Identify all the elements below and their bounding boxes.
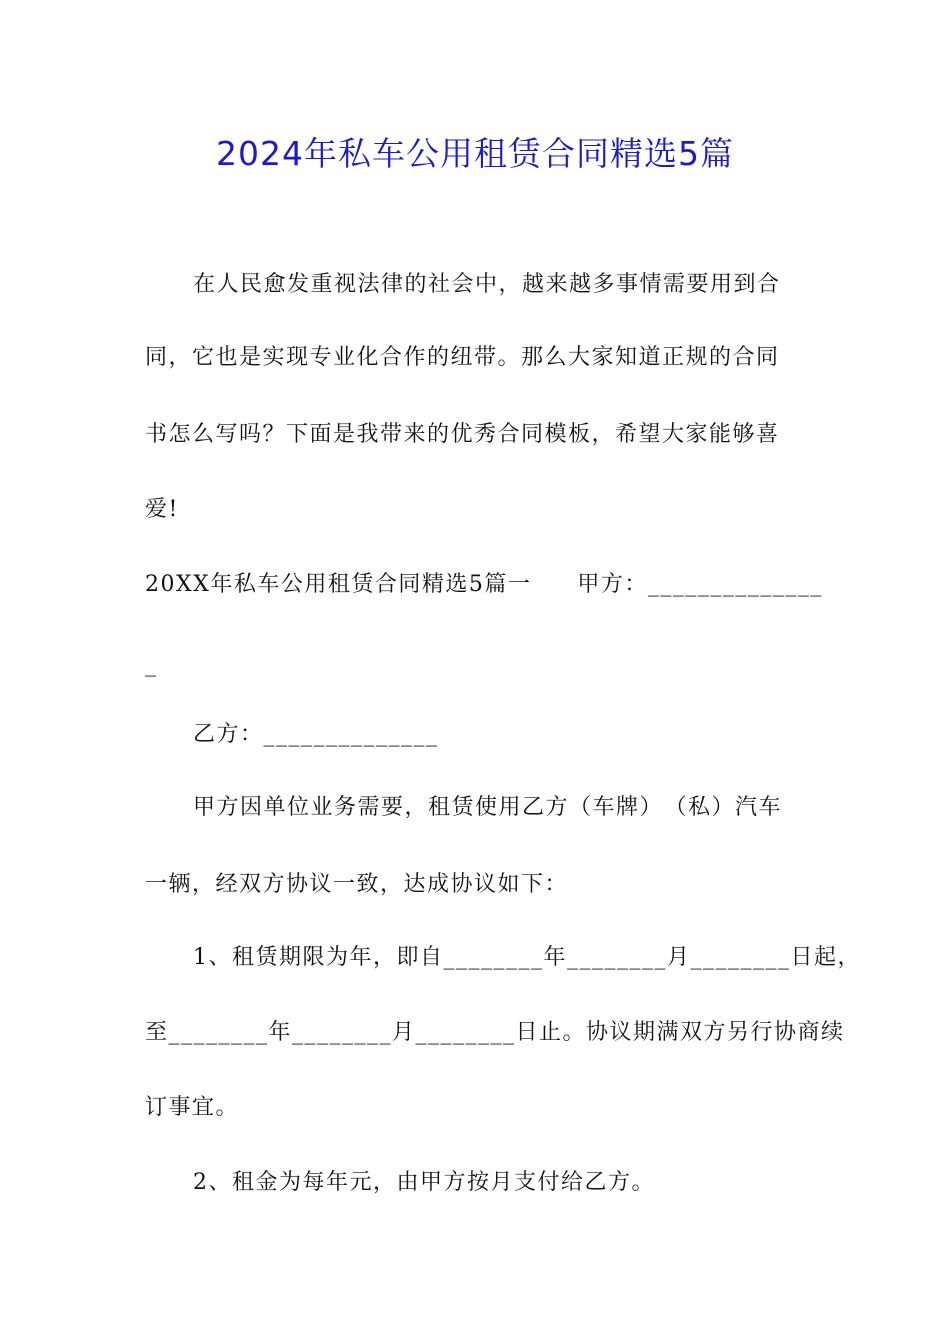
underline-continuation: _ xyxy=(145,652,158,677)
clause-1-line: 1、租赁期限为年，即自________年________月________日起， xyxy=(193,945,861,970)
paragraph-line: 同，它也是实现专业化合作的纽带。那么大家知道正规的合同 xyxy=(145,345,780,370)
section-heading: 20XX年私车公用租赁合同精选5篇一 xyxy=(145,572,532,597)
clause-1-line: 订事宜。 xyxy=(145,1095,240,1120)
document-title: 2024年私车公用租赁合同精选5篇 xyxy=(216,134,734,173)
paragraph-line: 在人民愈发重视法律的社会中，越来越多事情需要用到合 xyxy=(193,272,781,297)
paragraph-line: 爱! xyxy=(145,497,179,522)
paragraph-line: 甲方因单位业务需要，租赁使用乙方（车牌） （私）汽车 xyxy=(193,795,783,820)
section-heading-line xyxy=(145,570,823,600)
party-b-field: 乙方：______________ xyxy=(193,722,439,747)
paragraph-line: 书怎么写吗？下面是我带来的优秀合同模板，希望大家能够喜 xyxy=(145,422,780,447)
clause-1-line: 至________年________月________日止。协议期满双方另行协商续 xyxy=(145,1020,845,1045)
party-a-field: 甲方：______________ xyxy=(577,572,823,597)
paragraph-line: 一辆，经双方协议一致，达成协议如下： xyxy=(145,872,569,897)
clause-2-line: 2、租金为每年元，由甲方按月支付给乙方。 xyxy=(193,1170,655,1195)
